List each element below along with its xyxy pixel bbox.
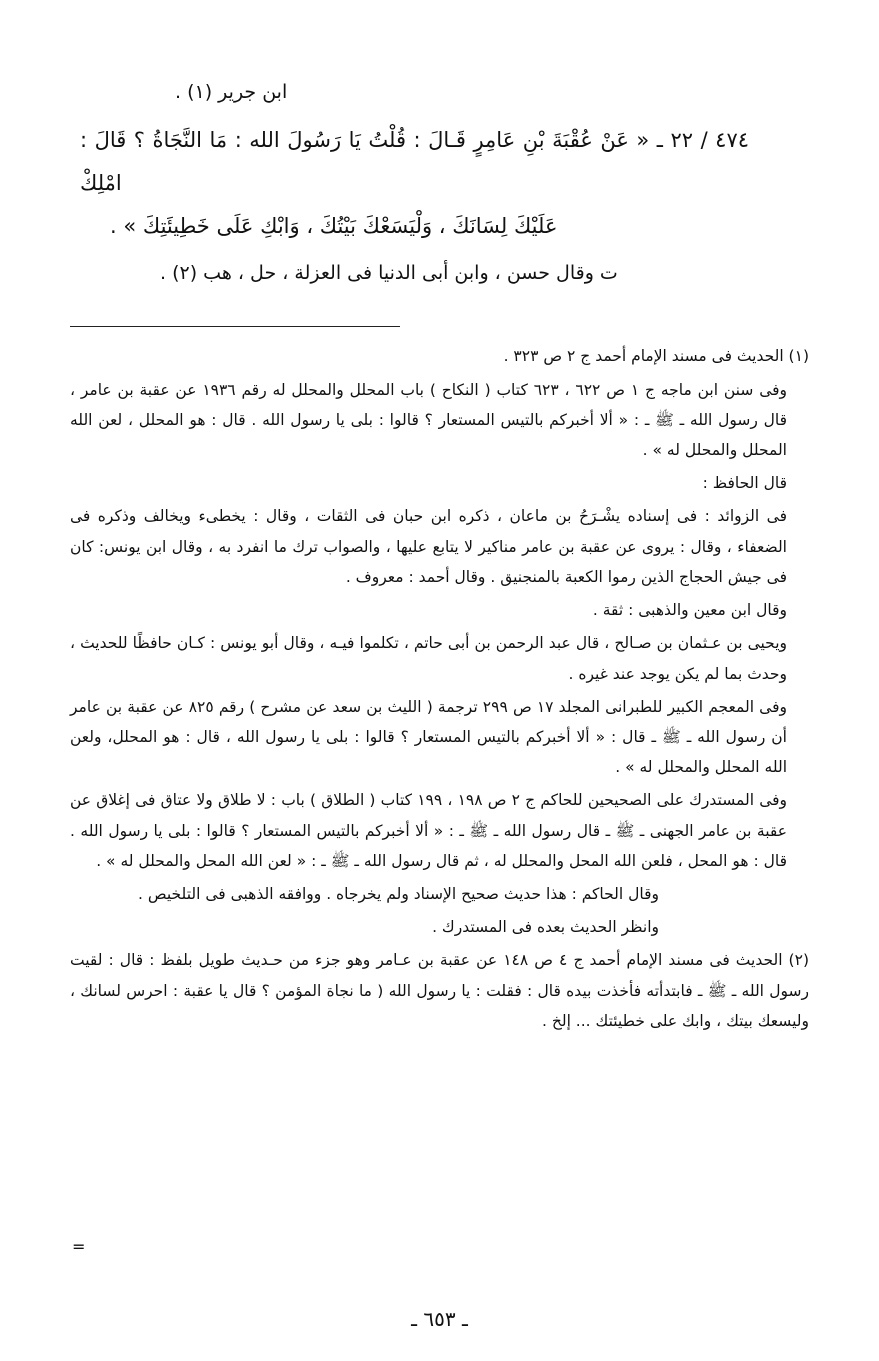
source-reference: ابن جرير (١) . xyxy=(175,81,288,103)
hadith-line-1-text: « عَنْ عُقْبَةَ بْنِ عَامِرٍ قَـالَ : قُلْتُ يَا رَسُولَ الله : مَا النَّجَاةُ ؟ قَالَ : امْلِكْ xyxy=(80,128,650,196)
main-text-block xyxy=(70,75,809,292)
page-number: ـ ٦٥٣ ـ xyxy=(411,1307,468,1331)
hadith-line-1 xyxy=(80,119,749,205)
footnote-paragraph: وانظر الحديث بعده فى المستدرك . xyxy=(432,918,659,937)
footnote-paragraph: (١) الحديث فى مسند الإمام أحمد ج ٢ ص ٣٢٣ . xyxy=(503,347,809,366)
footnote-paragraph: وفى المستدرك على الصحيحين للحاكم ج ٢ ص ١٩٨ ، ١٩٩ كتاب ( الطلاق ) باب : لا طلاق ولا عتاق فى إغلاق عن عقبة بن عامر الجهنى ـ ﷺ ـ قال رسول الله ـ ﷺ ـ : « ألا أخبركم بالتيس المستعار ؟ قالوا : بلى يا رسول الله . قال : هو المحل ، فلعن الله المحل والمحلل له ، ثم قال رسول الله ـ ﷺ ـ : « لعن الله المحل والمحلل له » . xyxy=(70,791,788,870)
footnote-paragraph: فى الزوائد : فى إسناده يشْـرَحُ بن ماعان ، ذكره ابن حبان فى الثقات ، وقال : يخطىء ويخالف وذكره فى الضعفاء ، وقال : يروى عن عقبة بن عامر مناكير لا يتابع عليها ، والصواب ترك ما انفرد به ، وقال ابن يونس: كان فى جيش الحجاج الذين رموا الكعبة بالمنجنيق . وقال أحمد : معروف . xyxy=(70,507,787,586)
footnote-paragraph: قال الحافظ : xyxy=(702,474,787,493)
hadith-text xyxy=(70,119,809,248)
footnote-paragraph: وقال الحاكم : هذا حديث صحيح الإسناد ولم يخرجاه . ووافقه الذهبى فى التلخيص . xyxy=(138,885,659,904)
hadith-line-2: عَلَيْكَ لِسَانَكَ ، وَلْيَسَعْكَ بَيْتُكَ ، وَابْكِ عَلَى خَطِيئَتِكَ » . xyxy=(110,214,558,239)
footnote-paragraph: ويحيى بن عـثمان بن صـالح ، قال عبد الرحمن بن أبى حاتم ، تكلموا فيـه ، وقال أبو يونس : كـان حافظًا للحديث ، وحدث بما لم يكن يوجد عند غيره . xyxy=(70,634,787,683)
footnote-divider xyxy=(70,326,400,327)
hadith-number: ٤٧٤ / ٢٢ ـ xyxy=(656,128,750,153)
continuation-mark: = xyxy=(72,1237,86,1256)
takhrij-line: ت وقال حسن ، وابن أبى الدنيا فى العزلة ، حل ، هب (٢) . xyxy=(160,262,618,285)
footnote-paragraph: وقال ابن معين والذهبى : ثقة . xyxy=(592,601,787,620)
footnote-paragraph: وفى المعجم الكبير للطبرانى المجلد ١٧ ص ٢٩٩ ترجمة ( الليث بن سعد عن مشرح ) رقم ٨٢٥ عن عقبة بن عامر أن رسول الله ـ ﷺ ـ قال : « ألا أخبركم بالتيس المستعار ؟ قالوا : بلى يا رسول الله ، قال : هو المحلل، ولعن الله المحلل والمحلل له » . xyxy=(70,697,787,777)
footnote-divider-wrap xyxy=(70,292,809,341)
footnote-paragraph: (٢) الحديث فى مسند الإمام أحمد ج ٤ ص ١٤٨ عن عقبة بن عـامر وهو جزء من حـديث طويل بلفظ : قال : لقيت رسول الله ـ ﷺ ـ فابتدأته فأخذت بيده قال : فقلت : يا رسول الله ( ما نجاة المؤمن ؟ قال يا عقبة : احرس لسانك ، وليسعك بيتك ، وابك على خطيئتك ... إلخ . xyxy=(70,951,809,1030)
footnote-paragraph: وفى سنن ابن ماجه ج ١ ص ٦٢٢ ، ٦٢٣ كتاب ( النكاح ) باب المحلل والمحلل له رقم ١٩٣٦ عن عقبة بن عامر ، قال رسول الله ـ ﷺ ـ : « ألا أخبركم بالتيس المستعار ؟ قالوا : بلى يا رسول الله . قال : هو المحلل ، لعن الله المحلل والمحلل له » . xyxy=(70,380,788,459)
footnotes-block xyxy=(70,341,809,1036)
